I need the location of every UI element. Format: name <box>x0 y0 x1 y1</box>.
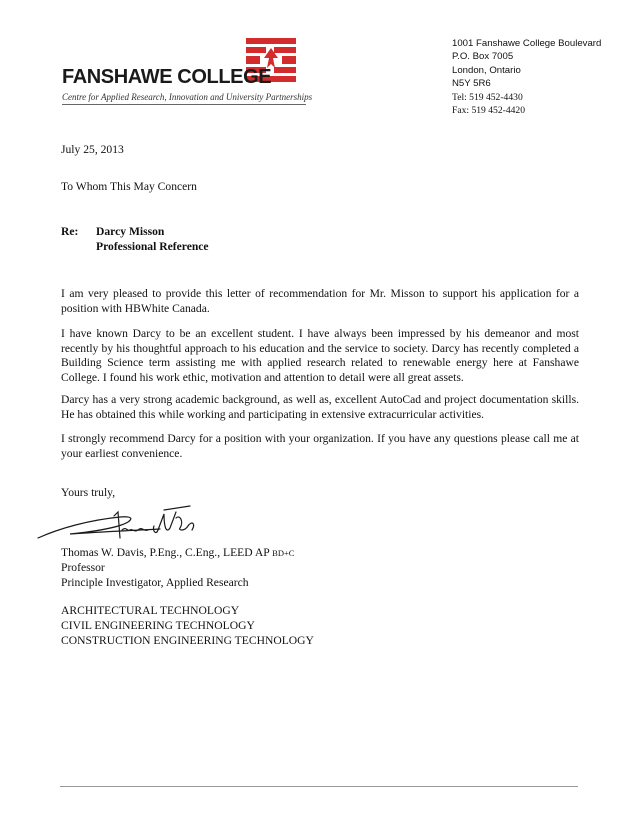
college-tagline: Centre for Applied Research, Innovation and University Partnerships <box>62 92 313 102</box>
program-item: ARCHITECTURAL TECHNOLOGY <box>61 604 240 617</box>
closing: Yours truly, <box>61 486 116 499</box>
address-street: 1001 Fanshawe College Boulevard <box>452 38 602 49</box>
address-fax: Fax: 519 452-4420 <box>452 105 526 117</box>
college-name: FANSHAWE COLLEGE <box>62 66 272 88</box>
body-paragraph: I strongly recommend Darcy for a position with your organization. If you have any questions please call me at your earliest convenience. <box>61 432 579 460</box>
header-divider <box>62 104 306 105</box>
address-tel: Tel: 519 452-4430 <box>452 91 523 103</box>
re-block <box>96 225 209 254</box>
letter-date: July 25, 2013 <box>61 143 124 156</box>
salutation: To Whom This May Concern <box>61 180 197 193</box>
body-paragraph: I am very pleased to provide this letter of recommendation for Mr. Misson to support his application for a position with HBWhite Canada. <box>61 287 579 315</box>
address-city: London, Ontario <box>452 64 521 76</box>
signer-name <box>61 546 294 559</box>
address-postal: N5Y 5R6 <box>452 78 491 90</box>
re-name: Darcy Misson <box>96 225 165 238</box>
college-address <box>452 37 601 117</box>
signer-suffix: BD+C <box>272 548 295 558</box>
footer-divider <box>60 786 578 787</box>
re-label: Re: <box>61 225 79 238</box>
signer-role: Principle Investigator, Applied Research <box>61 576 249 589</box>
handwritten-signature <box>30 500 230 546</box>
address-po-box: P.O. Box 7005 <box>452 51 514 63</box>
body-paragraph: Darcy has a very strong academic background, as well as, excellent AutoCad and project documentation skills. He has obtained this while working and participating in extensive extracurricular activities. <box>61 393 579 421</box>
re-subject: Professional Reference <box>96 239 209 253</box>
body-paragraph: I have known Darcy to be an excellent student. I have always been impressed by his demeanor and most recently by his thoughtful approach to his education and the service to society. Darcy has recently completed a Building Science term assisting me with applied research related to renewable energy here at Fanshawe College. I found his work ethic, motivation and attention to detail were all great assets. <box>61 327 579 384</box>
signer-title: Professor <box>61 561 105 574</box>
signer-name-text: Thomas W. Davis, P.Eng., C.Eng., LEED AP <box>61 546 270 559</box>
program-item: CONSTRUCTION ENGINEERING TECHNOLOGY <box>61 634 314 647</box>
program-item: CIVIL ENGINEERING TECHNOLOGY <box>61 619 255 632</box>
